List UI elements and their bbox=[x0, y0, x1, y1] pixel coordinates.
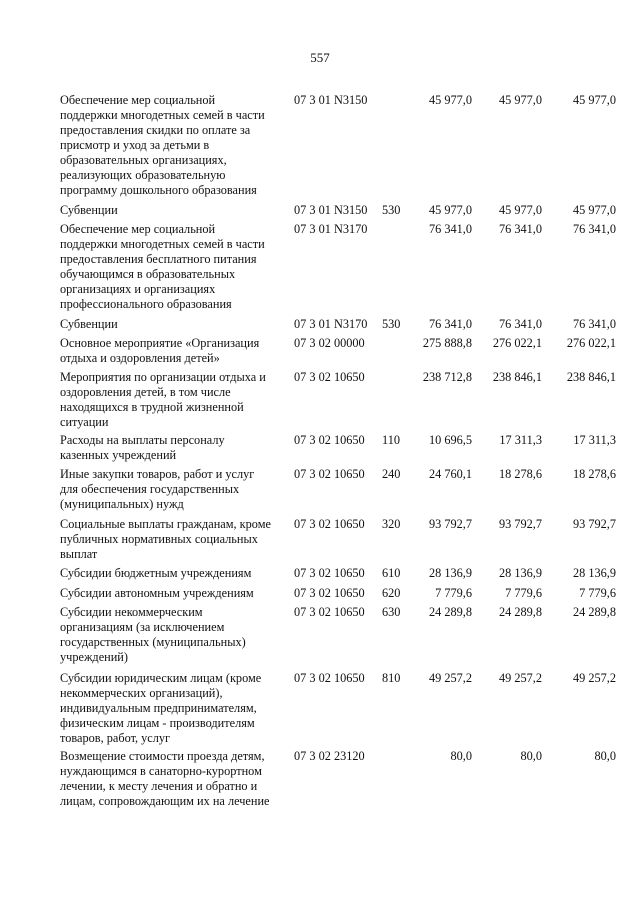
row-value-1: 10 696,5 bbox=[428, 433, 472, 447]
row-code: 07 3 02 10650 bbox=[294, 517, 365, 531]
row-value-2: 276 022,1 bbox=[492, 336, 542, 350]
row-value-1: 238 712,8 bbox=[422, 370, 472, 384]
row-value-1: 76 341,0 bbox=[428, 317, 472, 331]
row-value-2: 24 289,8 bbox=[498, 605, 542, 619]
page-number: 557 bbox=[310, 50, 330, 65]
row-value-3: 17 311,3 bbox=[573, 433, 616, 447]
row-value-3: 18 278,6 bbox=[572, 467, 616, 481]
row-value-2: 45 977,0 bbox=[498, 203, 542, 217]
row-code: 07 3 02 00000 bbox=[294, 336, 365, 350]
row-vr: 610 bbox=[382, 566, 401, 580]
row-value-1: 7 779,6 bbox=[435, 586, 472, 600]
row-value-3: 7 779,6 bbox=[579, 586, 616, 600]
row-code: 07 3 01 N3150 bbox=[294, 203, 368, 217]
row-vr: 810 bbox=[382, 671, 401, 685]
row-value-2: 93 792,7 bbox=[498, 517, 542, 531]
row-value-1: 49 257,2 bbox=[428, 671, 472, 685]
row-name: Обеспечение мер социальной поддержки многодетных семей в части предоставления бесплатного питания обучающимся в образовательных организациях и организациях профессионального образования bbox=[60, 222, 265, 311]
row-value-3: 24 289,8 bbox=[572, 605, 616, 619]
row-name: Основное мероприятие «Организация отдыха и оздоровления детей» bbox=[60, 336, 260, 365]
row-name: Субсидии некоммерческим организациям (за исключением государственных (муниципальных) учреждений) bbox=[60, 605, 246, 664]
row-value-3: 45 977,0 bbox=[572, 203, 616, 217]
row-value-3: 49 257,2 bbox=[572, 671, 616, 685]
row-value-1: 28 136,9 bbox=[428, 566, 472, 580]
row-value-1: 24 289,8 bbox=[428, 605, 472, 619]
row-value-3: 45 977,0 bbox=[572, 93, 616, 107]
row-value-2: 7 779,6 bbox=[505, 586, 542, 600]
row-vr: 110 bbox=[382, 433, 400, 447]
row-value-2: 18 278,6 bbox=[498, 467, 542, 481]
row-vr: 320 bbox=[382, 517, 401, 531]
row-value-2: 17 311,3 bbox=[499, 433, 542, 447]
row-value-1: 45 977,0 bbox=[428, 203, 472, 217]
row-value-1: 45 977,0 bbox=[428, 93, 472, 107]
row-value-1: 76 341,0 bbox=[428, 222, 472, 236]
row-name: Обеспечение мер социальной поддержки многодетных семей в части предоставления скидки по оплате за присмотр и уход за детьми в образовательных организациях, реализующих образовательную программу дошкольного образования bbox=[60, 93, 265, 197]
row-name: Субвенции bbox=[60, 203, 118, 217]
row-vr: 630 bbox=[382, 605, 401, 619]
row-name: Социальные выплаты гражданам, кроме публичных нормативных социальных выплат bbox=[60, 517, 271, 561]
row-code: 07 3 02 10650 bbox=[294, 467, 365, 481]
row-value-3: 76 341,0 bbox=[572, 222, 616, 236]
row-name: Расходы на выплаты персоналу казенных учреждений bbox=[60, 433, 225, 462]
row-value-1: 80,0 bbox=[450, 749, 472, 763]
row-value-3: 28 136,9 bbox=[572, 566, 616, 580]
row-name: Субвенции bbox=[60, 317, 118, 331]
row-value-2: 76 341,0 bbox=[498, 317, 542, 331]
row-value-1: 275 888,8 bbox=[422, 336, 472, 350]
row-value-3: 238 846,1 bbox=[566, 370, 616, 384]
row-vr: 620 bbox=[382, 586, 401, 600]
row-value-2: 49 257,2 bbox=[498, 671, 542, 685]
row-code: 07 3 01 N3170 bbox=[294, 222, 368, 236]
row-code: 07 3 02 10650 bbox=[294, 433, 365, 447]
row-vr: 240 bbox=[382, 467, 401, 481]
row-name: Субсидии бюджетным учреждениям bbox=[60, 566, 252, 580]
row-name: Иные закупки товаров, работ и услуг для обеспечения государственных (муниципальных) нужд bbox=[60, 467, 255, 511]
row-vr: 530 bbox=[382, 203, 401, 217]
row-vr: 530 bbox=[382, 317, 401, 331]
row-name: Мероприятия по организации отдыха и оздоровления детей, в том числе находящихся в трудной жизненной ситуации bbox=[60, 370, 266, 429]
row-code: 07 3 02 10650 bbox=[294, 566, 365, 580]
row-code: 07 3 02 10650 bbox=[294, 586, 365, 600]
row-value-3: 76 341,0 bbox=[572, 317, 616, 331]
row-code: 07 3 02 10650 bbox=[294, 671, 365, 685]
row-name: Возмещение стоимости проезда детям, нуждающимся в санаторно-курортном лечении, к месту лечения и обратно и лицам, сопровождающим их на лечение bbox=[60, 749, 270, 808]
row-value-3: 80,0 bbox=[594, 749, 616, 763]
row-code: 07 3 02 10650 bbox=[294, 605, 365, 619]
row-code: 07 3 02 10650 bbox=[294, 370, 365, 384]
row-name: Субсидии юридическим лицам (кроме некоммерческих организаций), индивидуальным предпринимателям, физическим лицам - производителям товаров, работ, услуг bbox=[60, 671, 262, 745]
row-value-2: 76 341,0 bbox=[498, 222, 542, 236]
row-code: 07 3 01 N3170 bbox=[294, 317, 368, 331]
row-value-2: 45 977,0 bbox=[498, 93, 542, 107]
row-value-1: 24 760,1 bbox=[428, 467, 472, 481]
row-value-1: 93 792,7 bbox=[428, 517, 472, 531]
row-name: Субсидии автономным учреждениям bbox=[60, 586, 254, 600]
row-code: 07 3 01 N3150 bbox=[294, 93, 368, 107]
row-code: 07 3 02 23120 bbox=[294, 749, 365, 763]
row-value-2: 80,0 bbox=[520, 749, 542, 763]
row-value-2: 238 846,1 bbox=[492, 370, 542, 384]
row-value-3: 276 022,1 bbox=[566, 336, 616, 350]
row-value-2: 28 136,9 bbox=[498, 566, 542, 580]
row-value-3: 93 792,7 bbox=[572, 517, 616, 531]
